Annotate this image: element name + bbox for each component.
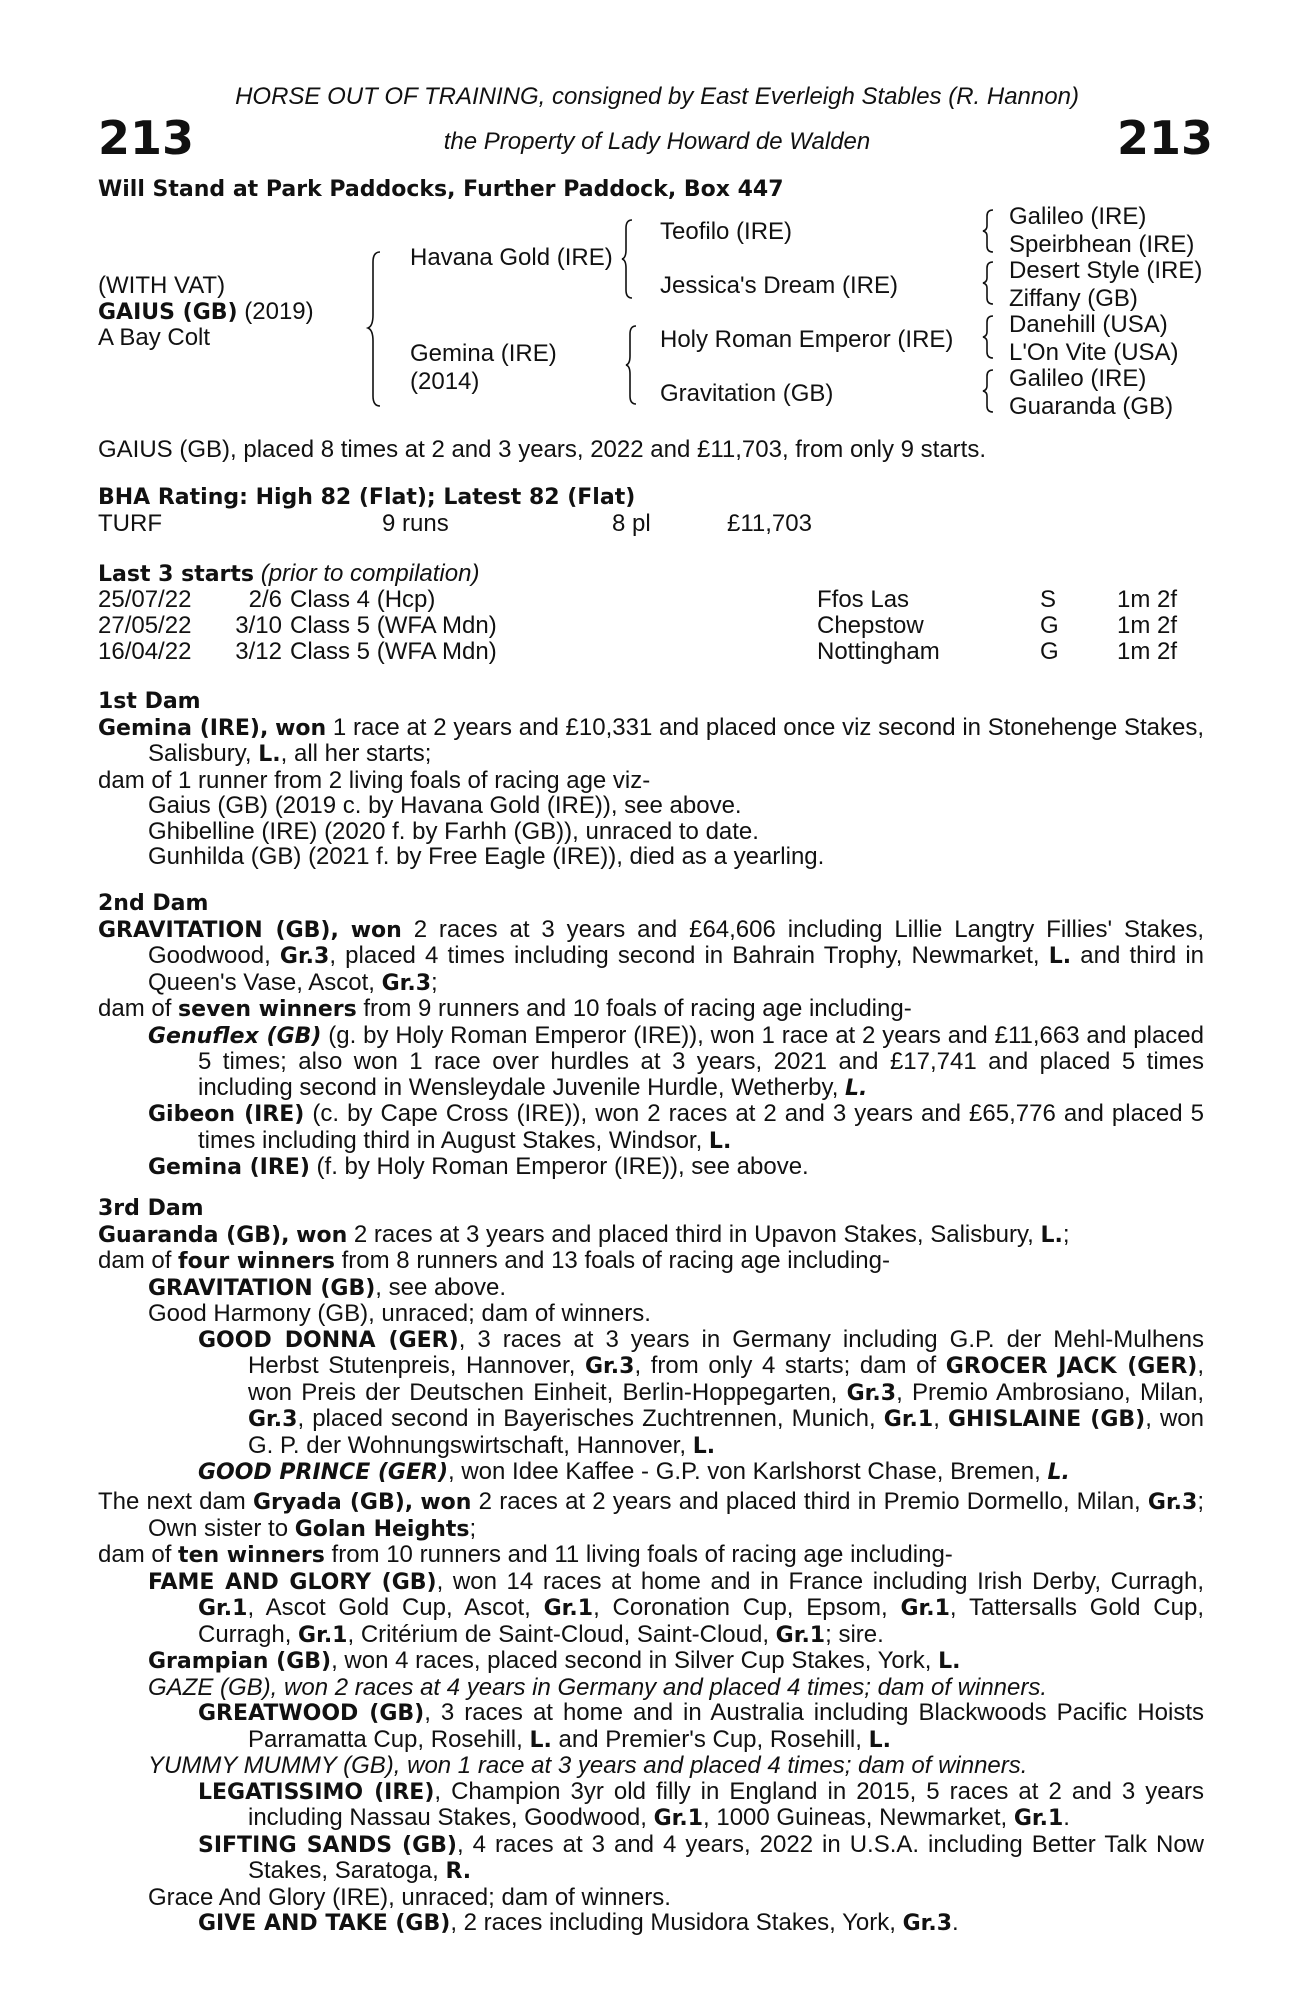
start-position: 3/12 [235, 638, 282, 665]
start-date: 27/05/22 [98, 612, 192, 639]
record-text: ; [469, 1514, 477, 1542]
last-starts-heading [98, 561, 479, 588]
g4-6: L'On Vite (USA) [1009, 339, 1179, 366]
grade: L. [1040, 1222, 1063, 1248]
produce-name: GREATWOOD (GB) [198, 1701, 425, 1726]
produce-name: GOOD DONNA (GER) [198, 1327, 459, 1353]
g4-3: Desert Style (IRE) [1009, 257, 1203, 284]
produce-name: SIFTING SANDS (GB) [198, 1832, 457, 1858]
g4-bracket-1 [983, 208, 997, 254]
grade: Gr.1 [900, 1596, 950, 1621]
record-text: , won Preis der Deutschen Einheit, Berlin-Hoppegarten, [248, 1352, 1205, 1406]
record-text: , 4 races at 3 and 4 years, 2022 in U.S.A. including Better Talk Now Stakes, Saratoga, [248, 1830, 1204, 1884]
record-text: , from only 4 starts; dam of [634, 1352, 946, 1379]
record-text: , Ascot Gold Cup, Ascot, [247, 1594, 544, 1621]
list-item [148, 1101, 1204, 1154]
pedigree-main-bracket [368, 250, 398, 410]
list-item [148, 1023, 1204, 1102]
start-course: Chepstow [817, 612, 924, 639]
record-text: and third in Queen's Vase, Ascot, [148, 942, 1205, 996]
sire-sire: Teofilo (IRE) [660, 218, 793, 245]
next-dam-name: Gryada (GB), [252, 1490, 414, 1515]
grade: L. [692, 1433, 716, 1459]
list-item [148, 1275, 1204, 1302]
grade: Gr.1 [1013, 1806, 1064, 1831]
horse-year: (2019) [244, 298, 314, 325]
record-text: . [1063, 1804, 1070, 1831]
consignor-line: HORSE OUT OF TRAINING, consigned by East Everleigh Stables (R. Hannon) [235, 83, 1079, 110]
record-text: , 2 races including Musidora Stakes, York, [450, 1909, 903, 1936]
list-item [198, 1832, 1204, 1885]
list-item: Good Harmony (GB), unraced; dam of winners. [148, 1300, 651, 1327]
record-text: , won Idee Kaffee - G.P. von Karlshorst Chase, Bremen, [448, 1458, 1048, 1485]
next-dam-section [98, 1489, 1204, 1937]
grade: Gr.3 [585, 1354, 635, 1379]
grade: Gr.1 [883, 1407, 934, 1432]
second-dam-section [98, 891, 1204, 1181]
record-text: The next dam [98, 1488, 253, 1515]
record-text: ; Own sister to [148, 1488, 1205, 1542]
winners-count: four winners [178, 1249, 335, 1274]
winners-count: ten winners [178, 1543, 325, 1568]
g4-bracket-2 [983, 260, 997, 306]
first-dam-heading: 1st Dam [98, 689, 201, 714]
dam-year: (2014) [410, 368, 480, 395]
record-text: dam of [98, 1541, 179, 1568]
list-item: Grace And Glory (IRE), unraced; dam of winners. [148, 1883, 671, 1911]
g4-bracket-4 [983, 368, 997, 414]
grade: R. [445, 1859, 472, 1884]
grade: L. [1047, 1460, 1070, 1485]
produce-name: Gibeon (IRE) [148, 1102, 305, 1127]
start-date: 16/04/22 [98, 638, 192, 665]
grade: L. [1048, 944, 1072, 969]
record-text: (c. by Cape Cross (IRE)), won 2 races at 2 and 3 years and £65,776 and placed 5 times including third in August Stakes, Windsor, [198, 1100, 1205, 1154]
first-dam-produce-intro: dam of 1 runner from 2 living foals of racing age viz- [98, 766, 651, 794]
record-text: , [933, 1405, 948, 1432]
second-dam-record [98, 917, 1204, 997]
won-label: won [296, 1222, 348, 1248]
record-text: , 1000 Guineas, Newmarket, [703, 1804, 1014, 1831]
property-line: the Property of Lady Howard de Walden [443, 128, 871, 155]
record-text: , placed second in Bayerisches Zuchtrennen, Munich, [297, 1405, 884, 1432]
list-item [198, 1459, 1204, 1486]
lot-number-right: 213 [1117, 111, 1214, 165]
start-race: Class 5 (WFA Mdn) [290, 638, 497, 665]
record-text: (f. by Holy Roman Emperor (IRE)), see above. [309, 1153, 809, 1180]
record-text: ; sire. [825, 1620, 884, 1648]
start-course: Nottingham [817, 638, 940, 665]
vat-note: (WITH VAT) [98, 272, 226, 299]
next-dam-record [98, 1489, 1204, 1542]
grade: Gr.3 [279, 944, 330, 969]
grade: Gr.1 [653, 1806, 704, 1831]
rating-placed: 8 pl [612, 510, 651, 537]
grade: L. [529, 1727, 552, 1753]
racing-summary: GAIUS (GB), placed 8 times at 2 and 3 years, 2022 and £11,703, from only 9 starts. [98, 436, 987, 463]
record-text: ; [1062, 1220, 1070, 1248]
third-dam-produce-intro [98, 1248, 1204, 1275]
list-item: GAZE (GB), won 2 races at 4 years in Germany and placed 4 times; dam of winners. [148, 1673, 1048, 1701]
record-text: (g. by Holy Roman Emperor (IRE)), won 1 race at 2 years and £11,663 and placed 5 times; also won 1 race over hurdles at 3 years, 2021 and £17,741 and placed 5 times including second in Wensleydale Juvenile Hurdle, Wetherby, [198, 1021, 1204, 1101]
record-text: from 10 runners and 11 living foals of racing age including- [324, 1541, 953, 1568]
record-text: , Premio Ambrosiano, Milan, [896, 1378, 1204, 1406]
second-dam-produce-intro [98, 996, 1204, 1023]
produce-name: Gemina (IRE) [148, 1155, 310, 1180]
produce-name: GROCER JACK (GER) [945, 1354, 1198, 1379]
dam-sire: Holy Roman Emperor (IRE) [660, 326, 954, 353]
grade: Gr.1 [298, 1622, 348, 1648]
list-item [198, 1700, 1204, 1753]
grade: Gr.1 [543, 1596, 594, 1621]
rating-earnings: £11,703 [727, 510, 812, 537]
grade: L. [708, 1128, 732, 1154]
record-text: , see above. [375, 1273, 507, 1301]
second-dam-name: GRAVITATION (GB), [98, 917, 339, 943]
rating-surface: TURF [98, 510, 162, 537]
produce-name: GHISLAINE (GB) [948, 1407, 1146, 1432]
first-dam-record [98, 715, 1204, 768]
produce-name: Genuflex (GB) [148, 1023, 322, 1049]
grade: L. [845, 1075, 868, 1101]
first-dam-section [98, 689, 1204, 870]
start-position: 2/6 [248, 586, 282, 613]
rating-runs: 9 runs [382, 510, 449, 537]
sister-name: Golan Heights [294, 1516, 470, 1542]
start-distance: 1m 2f [1117, 612, 1178, 639]
record-text: dam of [98, 995, 179, 1022]
sire-dam: Jessica's Dream (IRE) [660, 272, 898, 299]
grade: Gr.1 [198, 1596, 248, 1621]
record-text: and Premier's Cup, Rosehill, [551, 1725, 869, 1753]
won-label: won [275, 715, 327, 741]
start-distance: 1m 2f [1117, 638, 1178, 665]
record-text: from 8 runners and 13 foals of racing age including- [334, 1247, 890, 1274]
first-dam-name: Gemina (IRE), [98, 715, 269, 741]
record-text: , 3 races at home and in Australia including Blackwoods Pacific Hoists Parramatta Cup, Rosehill, [248, 1699, 1204, 1753]
record-text: from 9 runners and 10 foals of racing age including- [356, 995, 912, 1022]
g4-bracket-3 [983, 314, 997, 360]
start-position: 3/10 [235, 612, 282, 639]
list-item: Ghibelline (IRE) (2020 f. by Farhh (GB)), unraced to date. [148, 817, 759, 845]
record-text: 2 races at 3 years and placed third in Upavon Stakes, Salisbury, [347, 1220, 1041, 1248]
bha-rating: BHA Rating: High 82 (Flat); Latest 82 (Flat) [98, 485, 636, 510]
start-course: Ffos Las [817, 586, 910, 613]
produce-name: LEGATISSIMO (IRE) [198, 1779, 435, 1805]
horse-name: GAIUS (GB) [98, 300, 238, 325]
grade: L. [938, 1649, 961, 1674]
last-starts-title: Last 3 starts [98, 562, 255, 587]
record-text: , all her starts; [280, 740, 432, 767]
g4-5: Danehill (USA) [1009, 311, 1168, 338]
start-race: Class 5 (WFA Mdn) [290, 612, 497, 639]
third-dam-record [98, 1222, 1204, 1249]
g4-2: Speirbhean (IRE) [1009, 231, 1195, 258]
third-dam-section [98, 1196, 1204, 1486]
g4-1: Galileo (IRE) [1009, 203, 1147, 230]
record-text: , Coronation Cup, Epsom, [593, 1594, 901, 1621]
list-item: Gaius (GB) (2019 c. by Havana Gold (IRE)), see above. [148, 792, 742, 819]
g4-4: Ziffany (GB) [1009, 285, 1138, 312]
list-item [148, 1154, 1204, 1181]
grade: Gr.3 [248, 1407, 298, 1432]
record-text: dam of [98, 1247, 179, 1274]
record-text: 2 races at 2 years and placed third in Premio Dormello, Milan, [471, 1488, 1148, 1515]
grade: L. [868, 1727, 891, 1753]
list-item: YUMMY MUMMY (GB), won 1 race at 3 years and placed 4 times; dam of winners. [148, 1752, 1028, 1779]
list-item: Gunhilda (GB) (2021 f. by Free Eagle (IRE)), died as a yearling. [148, 843, 825, 870]
last-starts-note: (prior to compilation) [260, 560, 480, 587]
second-dam-heading: 2nd Dam [98, 891, 209, 916]
produce-name: GRAVITATION (GB) [148, 1275, 376, 1301]
start-distance: 1m 2f [1117, 586, 1178, 613]
record-text: , 3 races at 3 years in Germany including G.P. der Mehl-Mulhens Herbst Stutenpreis, Hannover, [248, 1325, 1204, 1379]
third-dam-name: Guaranda (GB), [98, 1222, 290, 1248]
winners-count: seven winners [178, 997, 357, 1022]
record-text: 2 races at 3 years and £64,606 including Lillie Langtry Fillies' Stakes, Goodwood, [148, 915, 1204, 969]
third-dam-heading: 3rd Dam [98, 1196, 204, 1221]
g4-7: Galileo (IRE) [1009, 365, 1147, 392]
record-text: ; [431, 968, 438, 996]
won-label: won [420, 1490, 472, 1515]
next-dam-produce-intro [98, 1542, 1204, 1569]
produce-name: FAME AND GLORY (GB) [148, 1569, 437, 1595]
sire-bracket [622, 218, 642, 300]
won-label: won [350, 917, 402, 943]
dam-dam: Gravitation (GB) [660, 380, 834, 407]
g4-8: Guaranda (GB) [1009, 393, 1174, 420]
record-text: , Critérium de Saint-Cloud, Saint-Cloud, [347, 1620, 776, 1648]
start-going: G [1040, 638, 1059, 665]
grade: L. [258, 742, 281, 767]
start-date: 25/07/22 [98, 586, 192, 613]
record-text: , Tattersalls Gold Cup, Curragh, [198, 1594, 1204, 1648]
record-text: 1 race at 2 years and £10,331 and placed once viz second in Stonehenge Stakes, Salisbury, [148, 713, 1204, 767]
start-going: S [1040, 586, 1057, 613]
stable-location: Will Stand at Park Paddocks, Further Paddock, Box 447 [98, 177, 784, 202]
horse-name-line [98, 299, 314, 326]
start-race: Class 4 (Hcp) [290, 586, 436, 613]
list-item [148, 1569, 1204, 1649]
dam-name: Gemina (IRE) [410, 340, 557, 367]
record-text: . [952, 1909, 959, 1936]
grade: Gr.3 [902, 1911, 952, 1936]
list-item [198, 1910, 1204, 1937]
lot-number-left: 213 [98, 111, 195, 165]
list-item [198, 1779, 1204, 1832]
list-item [148, 1648, 1204, 1675]
record-text: , placed 4 times including second in Bahrain Trophy, Newmarket, [329, 942, 1049, 969]
produce-name: GIVE AND TAKE (GB) [198, 1911, 451, 1936]
record-text: , won G. P. der Wohnungswirtschaft, Hannover, [248, 1405, 1204, 1459]
start-going: G [1040, 612, 1059, 639]
record-text: , won 14 races at home and in France including Irish Derby, Curragh, [436, 1567, 1205, 1595]
grade: Gr.3 [1147, 1490, 1198, 1515]
dam-bracket [626, 324, 646, 406]
sire-name: Havana Gold (IRE) [410, 244, 613, 271]
grade: Gr.1 [775, 1622, 826, 1648]
grade: Gr.3 [846, 1380, 897, 1406]
list-item [198, 1327, 1204, 1460]
produce-name: Grampian (GB) [148, 1649, 332, 1674]
horse-description: A Bay Colt [98, 324, 211, 351]
grade: Gr.3 [381, 970, 432, 996]
produce-name: GOOD PRINCE (GER) [198, 1460, 449, 1485]
record-text: , won 4 races, placed second in Silver Cup Stakes, York, [331, 1647, 939, 1674]
record-text: , Champion 3yr old filly in England in 2015, 5 races at 2 and 3 years including Nassau Stakes, Goodwood, [248, 1777, 1204, 1831]
